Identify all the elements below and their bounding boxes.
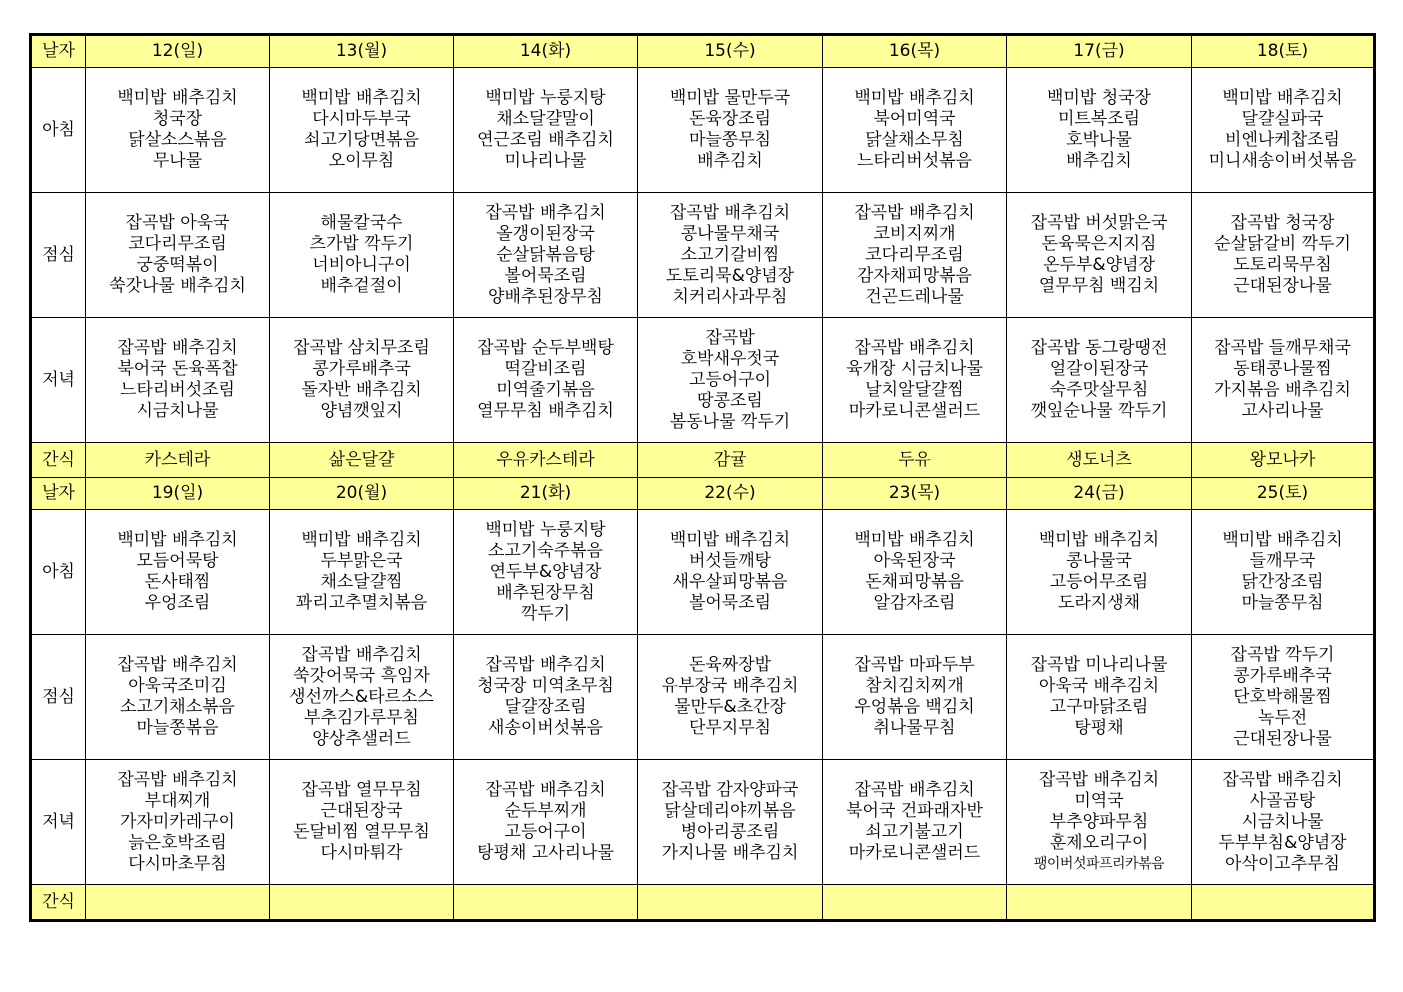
menu-item: 배추김치 <box>1066 151 1132 171</box>
menu-cell <box>454 318 638 443</box>
meal-label: 점심 <box>31 193 86 318</box>
menu-cell <box>1007 760 1192 885</box>
menu-item: 늙은호박조림 <box>128 832 227 853</box>
menu-item: 아욱국조미김 <box>128 676 227 696</box>
menu-item: 근대된장국 <box>320 801 403 821</box>
menu-item: 잡곡밥 마파두부 <box>854 655 975 675</box>
menu-item: 볼어묵조림 <box>504 265 587 286</box>
snack-cell: 우유카스테라 <box>454 443 638 478</box>
menu-cell <box>1007 635 1192 760</box>
menu-item: 북어미역국 <box>873 109 956 129</box>
snack-cell: 왕모나카 <box>1192 443 1375 478</box>
menu-item: 고구마닭조림 <box>1049 697 1149 717</box>
menu-item: 코다리무조림 <box>865 244 964 265</box>
menu-item: 시금치나물 <box>136 401 219 421</box>
menu-item: 새우살피망볶음 <box>672 572 788 592</box>
menu-item: 두부맑은국 <box>320 551 403 571</box>
menu-item: 느타리버섯볶음 <box>857 151 972 171</box>
day-header: 20(월) <box>270 478 454 510</box>
menu-item: 팽이버섯파프리카볶음 <box>1033 855 1165 872</box>
menu-item: 돈사태찜 <box>144 572 211 592</box>
menu-item: 연두부&양념장 <box>489 561 602 582</box>
date-row-label: 날자 <box>31 35 86 68</box>
menu-item: 생선까스&타르소스 <box>289 686 434 707</box>
menu-item: 녹두전 <box>1257 707 1308 728</box>
menu-item: 백미밥 배추김치 <box>117 88 238 108</box>
snack-row <box>31 443 1375 478</box>
menu-cell <box>823 318 1007 443</box>
snack-cell: 생도너츠 <box>1007 443 1192 478</box>
menu-item: 배추된장무침 <box>496 582 595 603</box>
menu-item: 감자채피망볶음 <box>857 265 972 286</box>
menu-item: 호박새우젓국 <box>680 348 780 369</box>
snack-cell <box>454 885 638 921</box>
menu-item: 잡곡밥 동그랑땡전 <box>1030 338 1168 358</box>
meal-label: 저녁 <box>31 318 86 443</box>
menu-cell <box>823 510 1007 635</box>
menu-item: 깻잎순나물 깍두기 <box>1030 401 1168 421</box>
menu-item: 시금치나물 <box>1241 811 1324 832</box>
menu-item: 고등어무조림 <box>1049 572 1149 592</box>
menu-item: 코다리무조림 <box>128 234 227 254</box>
menu-item: 닭살채소무침 <box>865 130 964 150</box>
menu-item: 우엉볶음 백김치 <box>854 697 975 717</box>
menu-item: 도토리묵무침 <box>1233 255 1332 275</box>
menu-cell <box>270 635 454 760</box>
menu-cell <box>86 510 270 635</box>
menu-item: 백미밥 배추김치 <box>117 530 238 550</box>
menu-item: 마늘쫑무침 <box>1241 593 1324 613</box>
menu-item: 잡곡밥 배추김치 <box>301 644 422 665</box>
menu-item: 백미밥 누룽지탕 <box>485 88 606 108</box>
menu-item: 북어국 건파래자반 <box>846 801 983 821</box>
menu-cell <box>638 318 823 443</box>
menu-item: 궁중떡볶이 <box>136 255 219 275</box>
day-header: 12(일) <box>86 35 270 68</box>
menu-item: 잡곡밥 배추김치 <box>117 338 238 358</box>
menu-cell <box>1192 510 1375 635</box>
menu-cell <box>1192 760 1375 885</box>
menu-item: 가지나물 배추김치 <box>661 843 799 863</box>
menu-item: 봄동나물 깍두기 <box>669 411 791 432</box>
menu-item: 해물칼국수 <box>320 213 403 233</box>
snack-row <box>31 885 1375 921</box>
menu-item: 꽈리고추멸치볶음 <box>295 593 428 613</box>
menu-item: 백미밥 배추김치 <box>854 530 975 550</box>
menu-item: 미니새송이버섯볶음 <box>1208 151 1357 171</box>
dinner-row <box>31 760 1375 885</box>
lunch-row <box>31 193 1375 318</box>
menu-cell <box>1192 193 1375 318</box>
meal-label: 아침 <box>31 68 86 193</box>
menu-item: 부대찌개 <box>144 790 211 811</box>
menu-cell <box>270 760 454 885</box>
menu-item: 열무무침 백김치 <box>1038 276 1160 296</box>
lunch-row <box>31 635 1375 760</box>
meal-plan-body <box>31 35 1375 921</box>
menu-item: 양배추된장무침 <box>488 286 603 307</box>
menu-item: 잡곡밥 청국장 <box>1230 213 1335 233</box>
menu-item: 느타리버섯조림 <box>120 380 235 400</box>
menu-item: 마늘쫑무침 <box>688 130 772 150</box>
menu-item: 동태콩나물찜 <box>1233 359 1332 379</box>
menu-cell <box>86 635 270 760</box>
day-header: 25(토) <box>1192 478 1375 510</box>
menu-item: 새송이버섯볶음 <box>488 718 603 738</box>
menu-item: 콩나물무채국 <box>680 223 780 244</box>
menu-item: 미트복조림 <box>1057 109 1141 129</box>
menu-item: 올갱이된장국 <box>496 223 595 244</box>
day-header: 18(토) <box>1192 35 1375 68</box>
menu-item: 깍두기 <box>520 603 571 624</box>
menu-cell <box>270 318 454 443</box>
menu-cell <box>454 760 638 885</box>
menu-item: 닭살데리야끼볶음 <box>664 801 796 821</box>
menu-item: 콩가루배추국 <box>1233 665 1332 686</box>
menu-item: 잡곡밥 아욱국 <box>125 213 230 233</box>
menu-cell <box>270 510 454 635</box>
menu-item: 얼갈이된장국 <box>1049 359 1149 379</box>
menu-cell <box>823 760 1007 885</box>
menu-item: 단무지무침 <box>688 718 772 738</box>
menu-item: 잡곡밥 열무무침 <box>301 780 422 800</box>
date-row-label: 날자 <box>31 478 86 510</box>
menu-item: 잡곡밥 버섯맑은국 <box>1030 213 1168 233</box>
menu-item: 떡갈비조림 <box>504 359 587 379</box>
menu-item: 온두부&양념장 <box>1043 255 1155 275</box>
menu-cell <box>454 510 638 635</box>
menu-item: 잡곡밥 깍두기 <box>1230 644 1335 665</box>
menu-item: 사골곰탕 <box>1249 790 1316 811</box>
menu-item: 배추겉절이 <box>320 276 403 296</box>
menu-item: 돌자반 배추김치 <box>301 380 422 400</box>
day-header: 15(수) <box>638 35 823 68</box>
menu-cell <box>638 510 823 635</box>
menu-cell <box>1007 68 1192 193</box>
menu-item: 츠가밥 깍두기 <box>309 234 414 254</box>
menu-item: 잡곡밥 배추김치 <box>117 769 238 790</box>
menu-item: 잡곡밥 삼치무조림 <box>293 338 430 358</box>
menu-item: 육개장 시금치나물 <box>846 359 983 379</box>
menu-cell <box>1007 318 1192 443</box>
menu-item: 근대된장나물 <box>1233 276 1332 296</box>
menu-item: 콩가루배추국 <box>312 359 411 379</box>
menu-cell <box>1192 68 1375 193</box>
menu-item: 백미밥 배추김치 <box>1222 88 1343 108</box>
menu-cell <box>454 68 638 193</box>
menu-item: 너비아니구이 <box>312 255 411 275</box>
menu-item: 잡곡밥 들깨무채국 <box>1214 338 1351 358</box>
day-header: 22(수) <box>638 478 823 510</box>
meal-plan-table <box>29 33 1376 922</box>
snack-cell: 감귤 <box>638 443 823 478</box>
menu-item: 백미밥 청국장 <box>1047 88 1151 108</box>
menu-item: 청국장 미역초무침 <box>477 676 614 696</box>
menu-cell <box>270 193 454 318</box>
day-header: 17(금) <box>1007 35 1192 68</box>
menu-item: 가지볶음 배추김치 <box>1214 380 1351 400</box>
menu-item: 백미밥 누룽지탕 <box>485 519 606 540</box>
menu-cell <box>1007 193 1192 318</box>
menu-item: 무나물 <box>152 151 203 171</box>
menu-item: 백미밥 배추김치 <box>301 530 422 550</box>
menu-item: 잡곡밥 배추김치 <box>669 202 791 223</box>
menu-cell <box>1192 318 1375 443</box>
menu-item: 잡곡밥 배추김치 <box>854 780 975 800</box>
menu-item: 돈달비찜 열무무침 <box>293 822 430 842</box>
menu-item: 닭살소스볶음 <box>128 130 227 150</box>
menu-item: 미나리나물 <box>504 151 587 171</box>
menu-item: 백미밥 배추김치 <box>669 530 791 550</box>
dinner-row <box>31 318 1375 443</box>
menu-item: 잡곡밥 배추김치 <box>1038 769 1160 790</box>
menu-item: 다시마튀각 <box>320 843 403 863</box>
menu-item: 청국장 <box>152 109 203 129</box>
menu-item: 순살닭갈비 깍두기 <box>1214 234 1351 254</box>
menu-cell <box>86 68 270 193</box>
menu-item: 잡곡밥 <box>705 327 755 348</box>
menu-cell <box>638 760 823 885</box>
menu-item: 마늘쫑볶음 <box>136 718 219 738</box>
menu-item: 잡곡밥 배추김치 <box>854 202 975 223</box>
menu-item: 양념깻잎지 <box>320 401 403 421</box>
menu-item: 잡곡밥 배추김치 <box>485 780 606 800</box>
day-header: 14(화) <box>454 35 638 68</box>
menu-item: 마카로니콘샐러드 <box>848 843 981 863</box>
snack-cell: 삶은달걀 <box>270 443 454 478</box>
menu-item: 돈채피망볶음 <box>865 572 964 592</box>
menu-item: 탕평채 고사리나물 <box>477 843 614 863</box>
menu-item: 들깨무국 <box>1249 551 1316 571</box>
menu-cell <box>270 68 454 193</box>
menu-item: 아삭이고추무침 <box>1225 853 1340 874</box>
menu-item: 백미밥 배추김치 <box>854 88 975 108</box>
menu-item: 콩나물국 <box>1066 551 1132 571</box>
menu-item: 순두부찌개 <box>504 801 587 821</box>
menu-item: 소고기숙주볶음 <box>488 540 603 561</box>
menu-cell <box>1007 510 1192 635</box>
snack-cell: 카스테라 <box>86 443 270 478</box>
menu-item: 쇠고기불고기 <box>865 822 964 842</box>
menu-item: 잡곡밥 감자양파국 <box>661 780 799 800</box>
menu-item: 다시마두부국 <box>312 109 411 129</box>
menu-item: 달걀장조림 <box>504 697 587 717</box>
menu-item: 유부장국 배추김치 <box>661 676 799 696</box>
menu-item: 고사리나물 <box>1241 401 1324 421</box>
menu-item: 알감자조림 <box>873 593 956 613</box>
menu-item: 배추김치 <box>697 151 763 171</box>
menu-item: 볼어묵조림 <box>688 593 772 613</box>
menu-cell <box>454 635 638 760</box>
menu-item: 쑥갓어묵국 흑임자 <box>293 665 430 686</box>
menu-item: 치커리사과무침 <box>672 286 788 307</box>
menu-item: 단호박해물찜 <box>1233 686 1332 707</box>
menu-item: 잡곡밥 배추김치 <box>485 655 606 675</box>
snack-cell <box>1192 885 1375 921</box>
menu-item: 숙주맛살무침 <box>1049 380 1149 400</box>
menu-item: 쇠고기당면볶음 <box>304 130 419 150</box>
menu-item: 순살닭볶음탕 <box>496 244 595 265</box>
menu-item: 돈육장조림 <box>688 109 772 129</box>
menu-item: 북어국 돈육폭찹 <box>117 359 238 379</box>
day-header: 23(목) <box>823 478 1007 510</box>
menu-item: 훈제오리구이 <box>1049 832 1149 853</box>
menu-item: 도라지생채 <box>1057 593 1141 613</box>
menu-item: 비엔나케찹조림 <box>1225 130 1340 150</box>
date-row <box>31 478 1375 510</box>
menu-cell <box>1192 635 1375 760</box>
snack-cell <box>86 885 270 921</box>
menu-item: 열무무침 배추김치 <box>477 401 614 421</box>
menu-item: 연근조림 배추김치 <box>477 130 614 150</box>
menu-item: 아욱국 배추김치 <box>1038 676 1160 696</box>
day-header: 21(화) <box>454 478 638 510</box>
breakfast-row <box>31 510 1375 635</box>
menu-item: 미역줄기볶음 <box>496 380 595 400</box>
menu-item: 잡곡밥 미나리나물 <box>1030 655 1168 675</box>
menu-item: 마카로니콘샐러드 <box>848 401 981 421</box>
menu-item: 두부부침&양념장 <box>1218 832 1347 853</box>
menu-item: 백미밥 배추김치 <box>1038 530 1160 550</box>
snack-cell <box>1007 885 1192 921</box>
menu-item: 소고기갈비찜 <box>680 244 780 265</box>
meal-label: 점심 <box>31 635 86 760</box>
menu-cell <box>638 635 823 760</box>
menu-item: 근대된장나물 <box>1233 728 1332 749</box>
snack-cell <box>270 885 454 921</box>
menu-item: 가자미카레구이 <box>120 811 235 832</box>
menu-cell <box>823 68 1007 193</box>
menu-item: 오이무침 <box>328 151 395 171</box>
menu-item: 잡곡밥 배추김치 <box>854 338 975 358</box>
menu-item: 아욱된장국 <box>873 551 956 571</box>
snack-label: 간식 <box>31 885 86 921</box>
snack-cell: 두유 <box>823 443 1007 478</box>
snack-cell <box>638 885 823 921</box>
menu-item: 양상추샐러드 <box>312 728 411 749</box>
menu-item: 부추양파무침 <box>1049 811 1149 832</box>
menu-item: 땅콩조림 <box>697 390 763 411</box>
menu-item: 우엉조림 <box>144 593 211 613</box>
menu-item: 쑥갓나물 배추김치 <box>109 276 246 296</box>
menu-item: 백미밥 배추김치 <box>301 88 422 108</box>
menu-item: 물만두&초간장 <box>674 697 786 717</box>
menu-item: 모듬어묵탕 <box>136 551 219 571</box>
menu-item: 채소달걀말이 <box>496 109 595 129</box>
menu-item: 코비지찌개 <box>873 223 956 244</box>
day-header: 19(일) <box>86 478 270 510</box>
menu-item: 탕평채 <box>1074 718 1124 738</box>
menu-item: 버섯들깨탕 <box>688 551 772 571</box>
day-header: 24(금) <box>1007 478 1192 510</box>
menu-item: 잡곡밥 배추김치 <box>485 202 606 223</box>
menu-item: 날치알달걀찜 <box>865 380 964 400</box>
menu-item: 미역국 <box>1074 790 1124 811</box>
menu-item: 닭간장조림 <box>1241 572 1324 592</box>
menu-item: 다시마초무침 <box>128 853 227 874</box>
menu-cell <box>86 193 270 318</box>
menu-item: 채소달걀찜 <box>320 572 403 592</box>
date-row <box>31 35 1375 68</box>
menu-item: 고등어구이 <box>504 822 587 842</box>
menu-item: 돈육묵은지지짐 <box>1041 234 1157 254</box>
menu-item: 달걀실파국 <box>1241 109 1324 129</box>
menu-item: 도토리묵&양념장 <box>665 265 795 286</box>
menu-cell <box>823 193 1007 318</box>
menu-item: 백미밥 물만두국 <box>669 88 791 108</box>
snack-cell <box>823 885 1007 921</box>
meal-label: 저녁 <box>31 760 86 885</box>
menu-item: 잡곡밥 순두부백탕 <box>477 338 614 358</box>
snack-label: 간식 <box>31 443 86 478</box>
menu-cell <box>638 193 823 318</box>
menu-cell <box>86 760 270 885</box>
menu-item: 고등어구이 <box>688 369 772 390</box>
menu-cell <box>86 318 270 443</box>
menu-item: 참치김치찌개 <box>865 676 964 696</box>
day-header: 16(목) <box>823 35 1007 68</box>
menu-item: 소고기채소볶음 <box>120 697 235 717</box>
menu-cell <box>638 68 823 193</box>
breakfast-row <box>31 68 1375 193</box>
menu-cell <box>823 635 1007 760</box>
menu-item: 호박나물 <box>1066 130 1132 150</box>
menu-cell <box>454 193 638 318</box>
menu-item: 건곤드레나물 <box>865 286 964 307</box>
menu-item: 부추김가루무침 <box>304 707 419 728</box>
menu-item: 취나물무침 <box>873 718 956 738</box>
meal-label: 아침 <box>31 510 86 635</box>
menu-item: 돈육짜장밥 <box>688 655 772 675</box>
menu-item: 백미밥 배추김치 <box>1222 530 1343 550</box>
menu-item: 병아리콩조림 <box>680 822 780 842</box>
menu-item: 잡곡밥 배추김치 <box>117 655 238 675</box>
day-header: 13(월) <box>270 35 454 68</box>
menu-item: 잡곡밥 배추김치 <box>1222 769 1343 790</box>
